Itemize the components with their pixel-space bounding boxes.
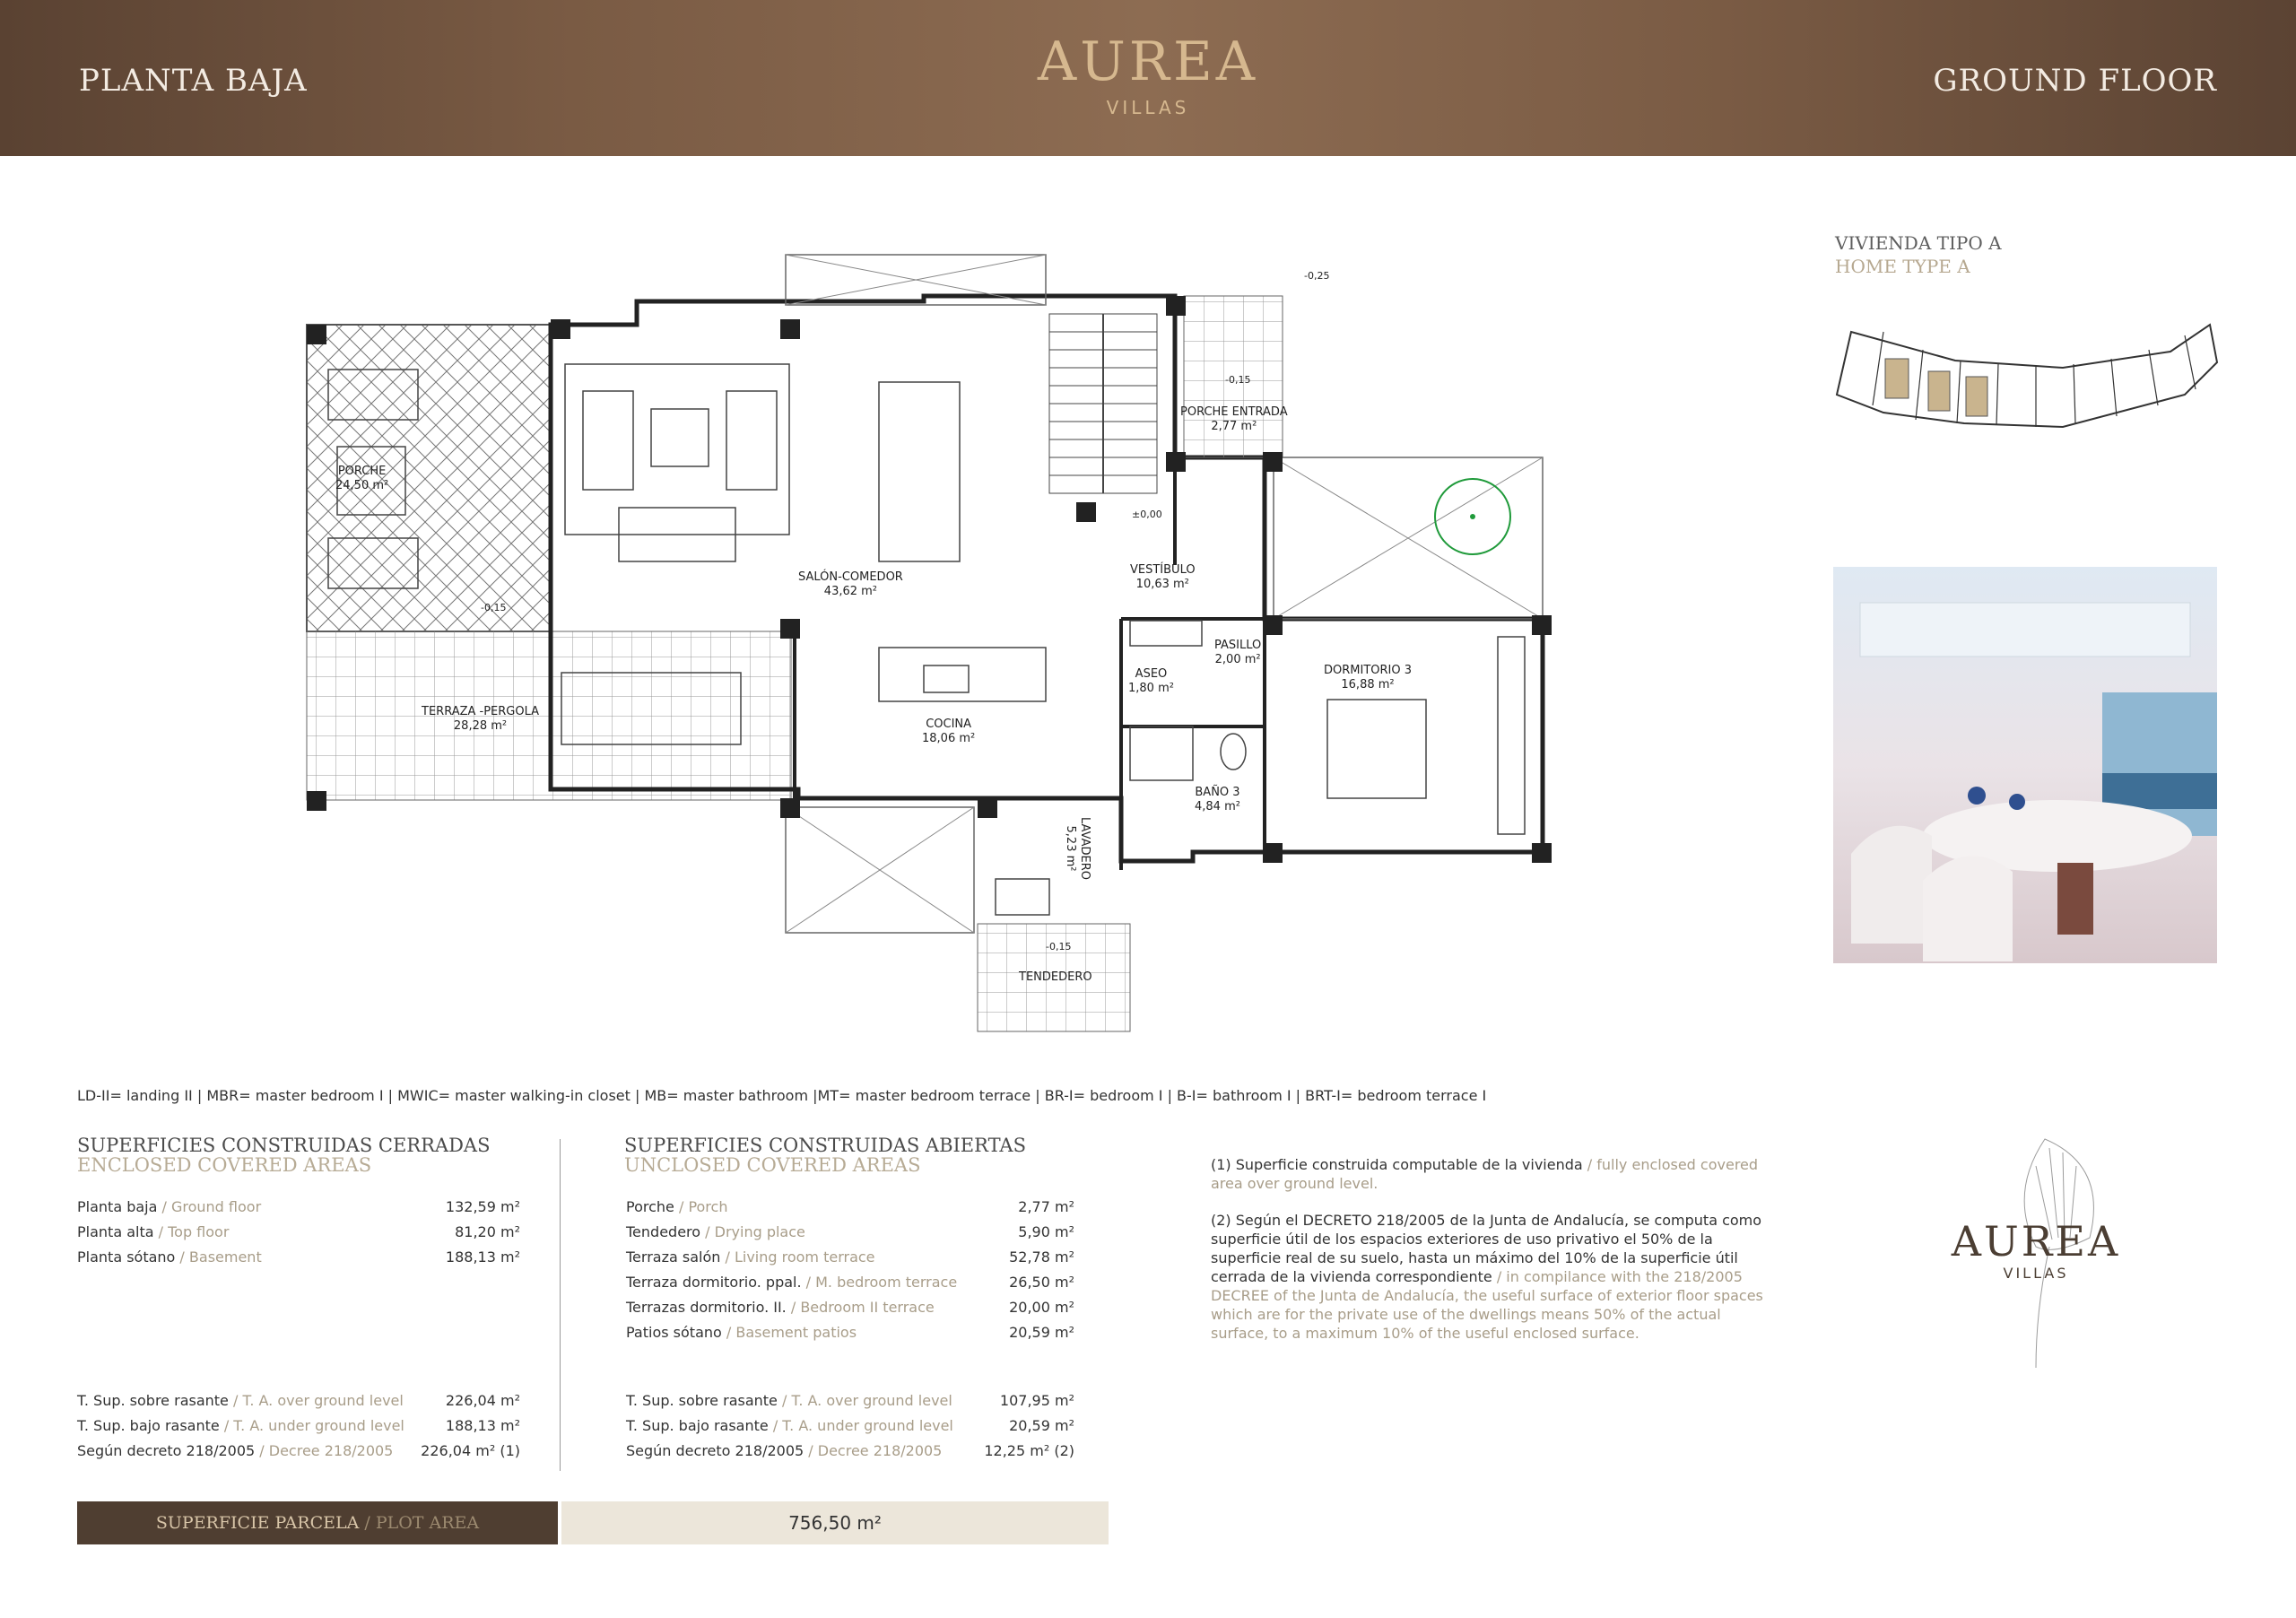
interior-render-photo xyxy=(1833,567,2217,963)
open-areas-title xyxy=(624,1135,1026,1175)
closed-row-1: Planta alta / Top floor 81,20 m² xyxy=(77,1223,520,1240)
open-row-5: Patios sótano / Basement patios 20,59 m² xyxy=(626,1324,1074,1341)
label-terraza-pergola: TERRAZA -PERGOLA 28,28 m² xyxy=(422,705,540,733)
footer-logo-sub: VILLAS xyxy=(2003,1265,2069,1282)
open-row-4: Terrazas dormitorio. II. / Bedroom II terrace 20,00 m² xyxy=(626,1299,1074,1316)
plot-area-value: 756,50 m² xyxy=(561,1501,1109,1544)
header-left-title: PLANTA BAJA xyxy=(79,63,308,99)
footer-logo xyxy=(1928,1218,2144,1282)
closed-title-es: SUPERFICIES CONSTRUIDAS CERRADAS xyxy=(77,1135,491,1156)
column-divider xyxy=(560,1139,561,1471)
open-row-2: Terraza salón / Living room terrace 52,78 m² xyxy=(626,1248,1074,1266)
label-pasillo: PASILLO 2,00 m² xyxy=(1214,639,1262,666)
logo-word: AUREA xyxy=(1037,30,1259,93)
home-type-en: HOME TYPE A xyxy=(1835,256,1970,277)
label-tendedero: TENDEDERO xyxy=(1019,970,1092,984)
header-right-title: GROUND FLOOR xyxy=(1933,63,2217,99)
level-mark-1: -0,25 xyxy=(1304,270,1330,282)
level-mark-3: ±0,00 xyxy=(1132,509,1162,520)
home-type-title xyxy=(1835,231,2002,278)
open-total-0: T. Sup. sobre rasante / T. A. over ground level 107,95 m² xyxy=(626,1392,1074,1409)
header-banner xyxy=(0,0,2296,156)
open-row-0: Porche / Porch 2,77 m² xyxy=(626,1198,1074,1215)
label-dormitorio-3: DORMITORIO 3 16,88 m² xyxy=(1324,664,1413,692)
label-bano-3: BAÑO 3 4,84 m² xyxy=(1195,786,1240,813)
open-title-en: UNCLOSED COVERED AREAS xyxy=(624,1154,921,1176)
label-porche: PORCHE 24,50 m² xyxy=(335,465,389,492)
footer-logo-word: AUREA xyxy=(1951,1217,2121,1266)
floor-plan xyxy=(296,242,1596,1040)
level-mark-4: -0,15 xyxy=(1225,374,1251,386)
open-total-2: Según decreto 218/2005 / Decree 218/2005 12,25 m² (2) xyxy=(626,1442,1074,1459)
site-key-plan xyxy=(1830,305,2224,448)
home-type-es: VIVIENDA TIPO A xyxy=(1835,232,2002,254)
note-1: (1) Superficie construida computable de la vivienda / fully enclosed covered area over ground level. xyxy=(1211,1156,1759,1192)
note-2: (2) Según el DECRETO 218/2005 de la Junta de Andalucía, se computa como superficie útil de los espacios exteriores de uso privativo el 50% de la superficie real de su suelo, hasta un máximo del 10% de la superficie útil cerrada de la vivienda correspondiente / in compilance with the 218/2005 DECREE of the Junta de Andalucía, the useful surface of exterior floor spaces which are for the private use of the dwellings means 50% of the actual surface, to a maximum 10% of the useful enclosed surface. xyxy=(1211,1212,1763,1342)
label-salon-comedor: SALÓN-COMEDOR 43,62 m² xyxy=(798,570,903,598)
label-cocina: COCINA 18,06 m² xyxy=(922,718,976,745)
label-porche-entrada: PORCHE ENTRADA 2,77 m² xyxy=(1180,405,1288,433)
closed-title-en: ENCLOSED COVERED AREAS xyxy=(77,1154,372,1176)
closed-total-1: T. Sup. bajo rasante / T. A. under ground level 188,13 m² xyxy=(77,1417,520,1434)
closed-areas-title xyxy=(77,1135,490,1175)
open-row-1: Tendedero / Drying place 5,90 m² xyxy=(626,1223,1074,1240)
open-row-3: Terraza dormitorio. ppal. / M. bedroom terrace 26,50 m² xyxy=(626,1274,1074,1291)
closed-total-0: T. Sup. sobre rasante / T. A. over ground level 226,04 m² xyxy=(77,1392,520,1409)
plot-area-label: SUPERFICIE PARCELA / PLOT AREA xyxy=(77,1501,558,1544)
logo-sub: VILLAS xyxy=(1106,97,1190,118)
floor-plan-drawing xyxy=(296,242,1596,1040)
closed-row-2: Planta sótano / Basement 188,13 m² xyxy=(77,1248,520,1266)
abbreviations-legend: LD-II= landing II | MBR= master bedroom I | MWIC= master walking-in closet | MB= master bathroom |MT= master bedroom terrace | BR-I= bedroom I | B-I= bathroom I | BRT-I= bedroom terrace I xyxy=(77,1087,1487,1104)
level-mark-5: -0,15 xyxy=(1046,941,1072,953)
closed-row-0: Planta baja / Ground floor 132,59 m² xyxy=(77,1198,520,1215)
open-title-es: SUPERFICIES CONSTRUIDAS ABIERTAS xyxy=(624,1135,1026,1156)
closed-total-2: Según decreto 218/2005 / Decree 218/2005 226,04 m² (1) xyxy=(77,1442,520,1459)
header-logo xyxy=(987,30,1309,118)
open-total-1: T. Sup. bajo rasante / T. A. under ground level 20,59 m² xyxy=(626,1417,1074,1434)
level-mark-2: -0,15 xyxy=(481,602,507,613)
label-vestibulo: VESTÍBULO 10,63 m² xyxy=(1130,563,1196,591)
label-lavadero: LAVADERO 5,23 m² xyxy=(1064,816,1092,881)
label-aseo: ASEO 1,80 m² xyxy=(1128,667,1174,695)
